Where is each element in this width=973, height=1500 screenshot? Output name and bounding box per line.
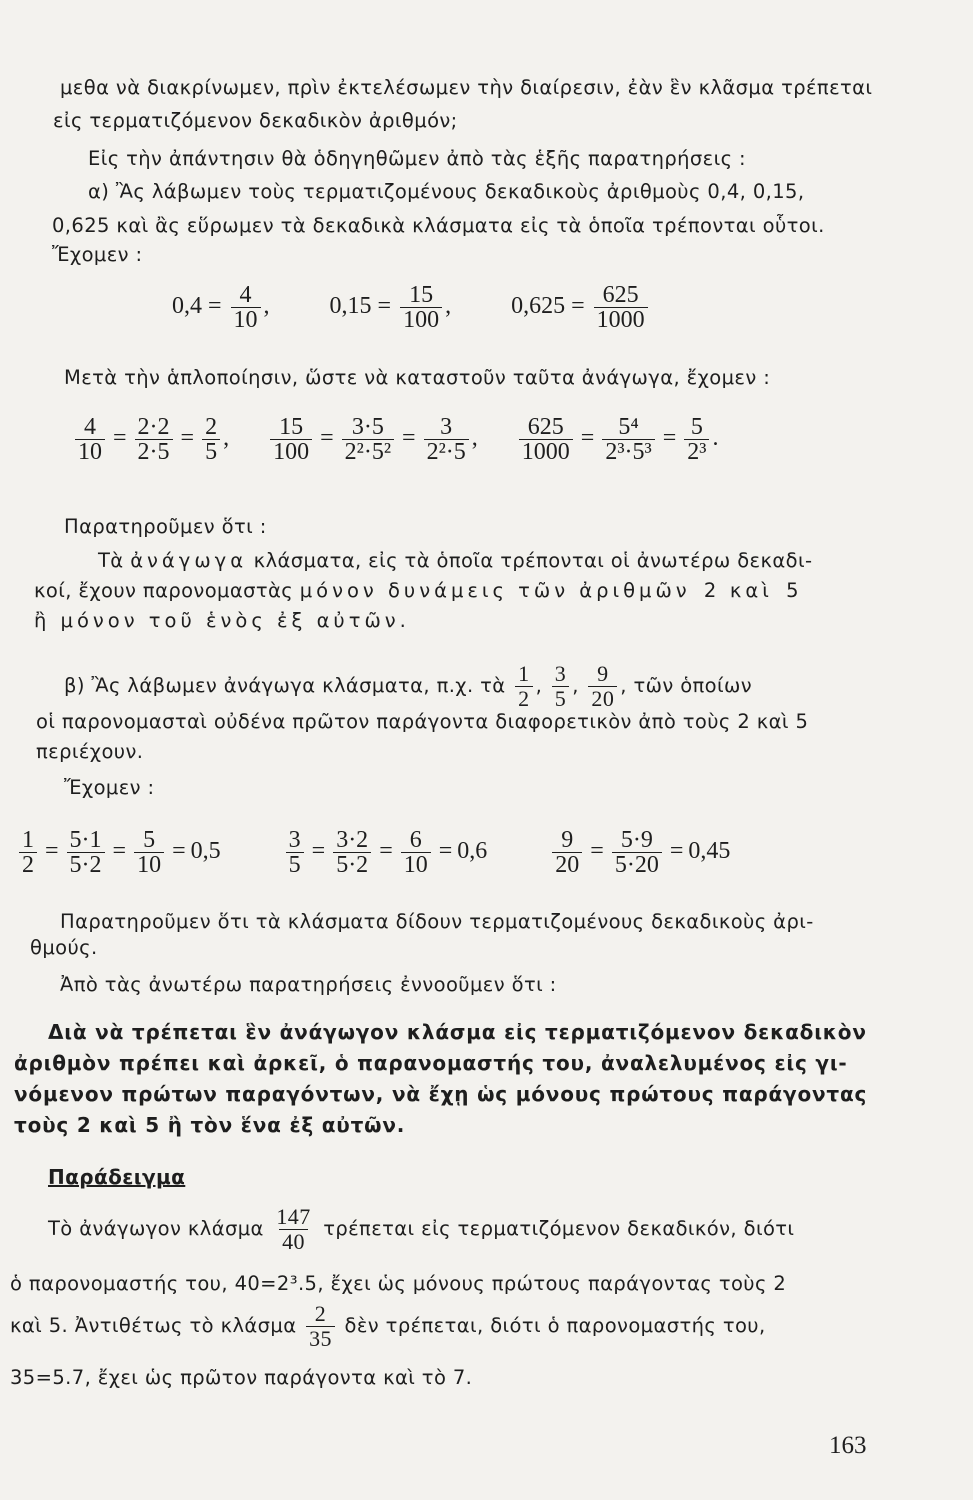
text-line: Ἔχομεν : (52, 243, 143, 266)
text-line: 0,625 καὶ ἂς εὕρωμεν τὰ δεκαδικὰ κλάσματα εἰς τὰ ὁποῖα τρέπονται οὗτοι. (52, 214, 825, 237)
text-line: εἰς τερματιζόμενον δεκαδικὸν ἀριθμόν; (53, 109, 458, 132)
text-line: θμούς. (30, 936, 98, 959)
text-line: Ἔχομεν : (64, 776, 155, 799)
fraction: $\frac{9}{20}$ (588, 662, 617, 711)
rule-text: τοὺς 2 καὶ 5 ἢ τὸν ἕνα ἐξ αὐτῶν. (14, 1113, 406, 1137)
page-number: 163 (829, 1432, 867, 1459)
fraction: $\frac{625}{1000}$ (519, 415, 573, 464)
fraction: $\frac{4}{10}$ (75, 415, 105, 464)
fraction: $\frac{3\cdot 2}{5\cdot 2}$ (333, 828, 371, 877)
fraction: $\frac{3}{5}$ (286, 828, 304, 877)
equation-row-decimal: 0,4 = $\frac{4}{10}$ , 0,15 = $\frac{15}{100}$ , 0,625 = $\frac{625}{1000}$ (172, 283, 651, 332)
fraction: $\frac{\text{5⁴}}{\text{2³·5³}}$ (602, 415, 654, 464)
fraction: $\frac{6}{10}$ (401, 828, 431, 877)
text-line: Εἰς τὴν ἀπάντησιν θὰ ὁδηγηθῶμεν ἀπὸ τὰς ἑξῆς παρατηρήσεις : (88, 147, 746, 170)
text-line: κοί, ἔχουν παρονομαστὰς μόνον δυνάμεις τῶν ἀριθμῶν 2 καὶ 5 (34, 579, 799, 602)
fraction: $\frac{15}{100}$ (400, 283, 442, 332)
text-line: α) Ἂς λάβωμεν τοὺς τερματιζομένους δεκαδικοὺς ἀριθμοὺς 0,4, 0,15, (88, 180, 805, 203)
text-line: ὁ παρονομαστής του, 40=2³.5, ἔχει ὡς μόνους πρώτους παράγοντας τοὺς 2 (10, 1272, 787, 1295)
fraction: $\frac{2\cdot 2}{2\cdot 5}$ (135, 415, 173, 464)
text-line: Τὸ ἀνάγωγον κλάσμα $\frac{147}{40}$ τρέπεται εἰς τερματιζόμενον δεκαδικόν, διότι (48, 1204, 795, 1254)
rule-text: νόμενον πρώτων παραγόντων, νὰ ἔχῃ ὡς μόνους πρώτους παράγοντας (14, 1082, 868, 1106)
fraction: $\frac{3\cdot 5}{\text{2²·5²}}$ (342, 415, 394, 464)
text-line: Παρατηροῦμεν ὅτι : (64, 515, 267, 538)
fraction: $\frac{5\cdot 1}{5\cdot 2}$ (67, 828, 105, 877)
math-term: 0,15 = (329, 293, 392, 320)
text-line: Μετὰ τὴν ἁπλοποίησιν, ὥστε νὰ καταστοῦν ταῦτα ἀνάγωγα, ἔχομεν : (64, 366, 771, 389)
fraction: $\frac{3}{\text{2²·5}}$ (424, 415, 469, 464)
fraction: $\frac{5}{\text{2³}}$ (684, 415, 709, 464)
fraction: $\frac{2}{5}$ (202, 415, 220, 464)
text-line: Ἀπὸ τὰς ἀνωτέρω παρατηρήσεις ἐννοοῦμεν ὅτι : (60, 973, 557, 996)
text-line: ἢ μόνον τοῦ ἑνὸς ἐξ αὐτῶν. (34, 609, 410, 632)
fraction: $\frac{1}{2}$ (19, 828, 37, 877)
fraction: $\frac{4}{10}$ (231, 283, 261, 332)
equation-row-beta: $\frac{1}{2}$ = $\frac{5\cdot 1}{5\cdot 2}$ = $\frac{5}{10}$ = 0,5 $\frac{3}{5}$ = $\frac{3\cdot 2}{5\cdot 2}$ = $\frac{6}{10}$ = 0,6 $\frac{9}{20}$ = $\frac{5\cdot 9}{5\cdot 20}$ = 0,45 (16, 828, 730, 877)
text-line: β) Ἂς λάβωμεν ἀνάγωγα κλάσματα, π.χ. τὰ $\frac{1}{2}$ , $\frac{3}{5}$ , $\frac{9}{20}$ , τῶν ὁποίων (64, 661, 753, 711)
text-line: οἱ παρονομασταὶ οὐδένα πρῶτον παράγοντα διαφορετικὸν ἀπὸ τοὺς 2 καὶ 5 (36, 710, 809, 733)
fraction: $\frac{625}{1000}$ (594, 283, 648, 332)
rule-text: Διὰ νὰ τρέπεται ἓν ἀνάγωγον κλάσμα εἰς τερματιζόμενον δεκαδικὸν (48, 1020, 867, 1044)
text-line: Παρατηροῦμεν ὅτι τὰ κλάσματα δίδουν τερματιζομένους δεκαδικοὺς ἀρι- (60, 910, 814, 933)
fraction: $\frac{1}{2}$ (515, 662, 532, 711)
text-line: Τὰ ἀνάγωγα κλάσματα, εἰς τὰ ὁποῖα τρέπονται οἱ ἀνωτέρω δεκαδι- (98, 549, 813, 572)
text-line: περιέχουν. (36, 740, 144, 763)
fraction: $\frac{5\cdot 9}{5\cdot 20}$ (612, 828, 662, 877)
fraction: $\frac{147}{40}$ (276, 1204, 311, 1254)
math-term: 0,625 = (511, 293, 585, 320)
fraction: $\frac{9}{20}$ (552, 828, 582, 877)
fraction: $\frac{15}{100}$ (270, 415, 312, 464)
rule-text: ἀριθμὸν πρέπει καὶ ἀρκεῖ, ὁ παρανομαστής του, ἀναλελυμένος εἰς γι- (14, 1051, 848, 1075)
fraction: $\frac{2}{35}$ (306, 1302, 335, 1351)
math-term: 0,4 = (172, 293, 222, 320)
fraction: $\frac{5}{10}$ (134, 828, 164, 877)
text-line: καὶ 5. Ἀντιθέτως τὸ κλάσμα $\frac{2}{35}$ δὲν τρέπεται, διότι ὁ παρονομαστής του, (10, 1301, 766, 1351)
fraction: $\frac{3}{5}$ (552, 662, 569, 711)
text-line: μεθα νὰ διακρίνωμεν, πρὶν ἐκτελέσωμεν τὴν διαίρεσιν, ἐὰν ἓν κλᾶσμα τρέπεται (60, 76, 873, 99)
text-line: 35=5.7, ἔχει ὡς πρῶτον παράγοντα καὶ τὸ 7. (10, 1366, 473, 1389)
equation-row-simplified: $\frac{4}{10}$ = $\frac{2\cdot 2}{2\cdot 5}$ = $\frac{2}{5}$ , $\frac{15}{100}$ = $\frac{3\cdot 5}{\text{2²·5²}}$ = $\frac{3}{\text{2²·5}}$ , $\frac{625}{1000}$ = $\frac{\text{5⁴}}{\text{2³·5³}}$ = $\frac{5}{\text{2³}}$ . (72, 415, 718, 464)
section-heading: Παράδειγμα (48, 1165, 186, 1189)
